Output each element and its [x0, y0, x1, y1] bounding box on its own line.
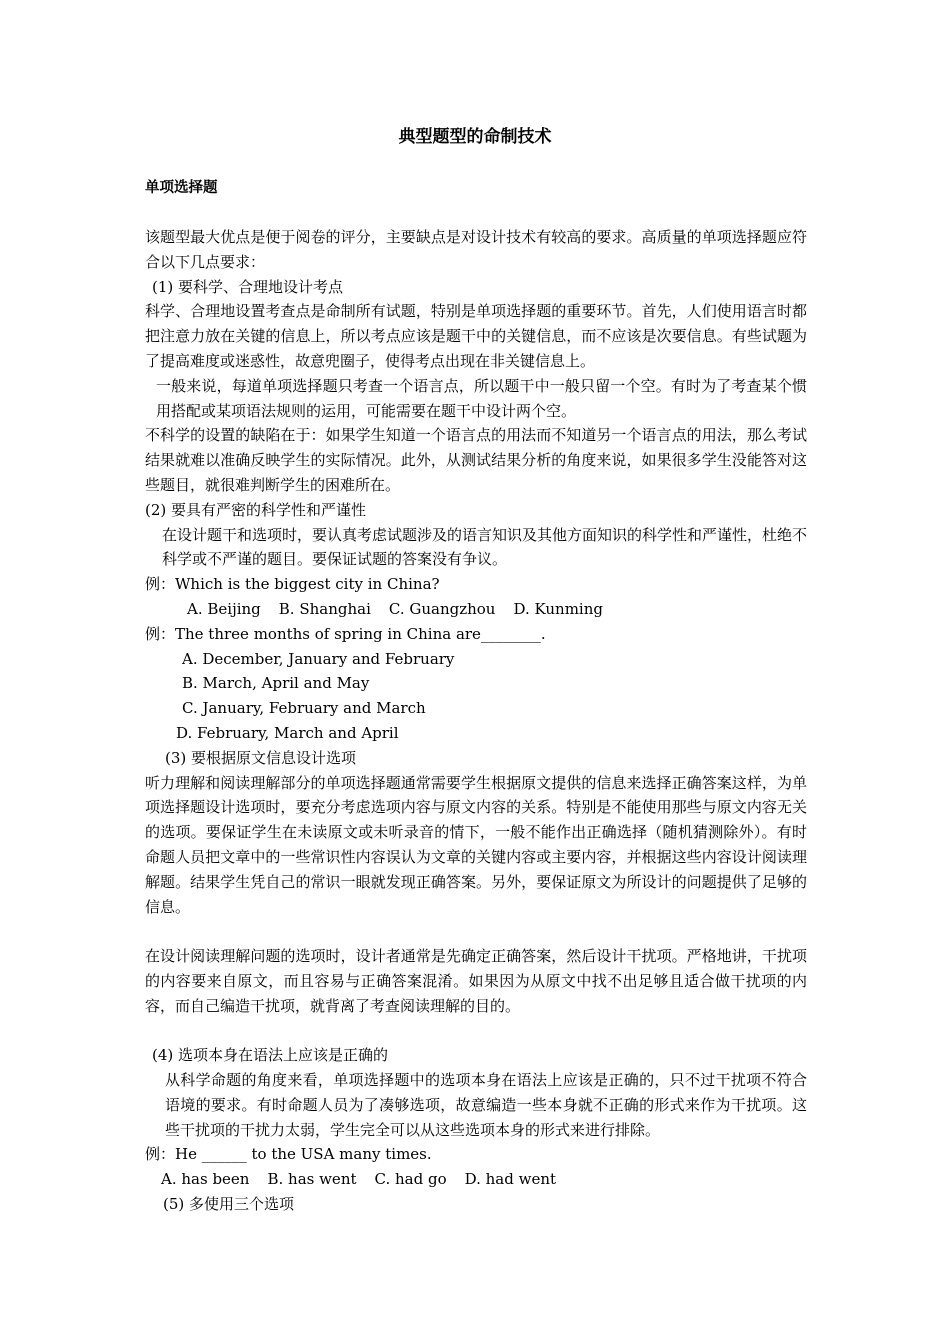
- section-heading: 单项选择题: [145, 180, 218, 196]
- subheading-3: (3) 要根据原文信息设计选项: [165, 748, 357, 767]
- example-2-question: 例：The three months of spring in China are________.: [145, 624, 546, 643]
- example-3-option: B. has went: [267, 1170, 357, 1189]
- paragraph-5: 听力理解和阅读理解部分的单项选择题通常需要学生根据原文提供的信息来选择正确答案这样，为单项选择题设计选项时，要充分考虑选项内容与原文内容的关系。特别是不能使用那些与原文内容无关的选项。要保证学生在未读原文或未听录音的情下，一般不能作出正确选择（随机猜测除外）。有时命题人员把文章中的一些常识性内容误认为文章的关键内容或主要内容，并根据这些内容设计阅读理解题。结果学生凭自己的常识一眼就发现正确答案。另外，要保证原文为所设计的问题提供了足够的信息。: [145, 773, 807, 916]
- example-3-option: D. had went: [464, 1170, 557, 1189]
- example-3-option: A. has been: [161, 1170, 250, 1189]
- subheading-1: (1) 要科学、合理地设计考点: [152, 277, 344, 296]
- paragraph-2: 一般来说，每道单项选择题只考查一个语言点，所以题干中一般只留一个空。有时为了考查某个惯用搭配或某项语法规则的运用，可能需要在题干中设计两个空。: [156, 376, 807, 420]
- example-1-option: B. Shanghai: [278, 599, 371, 618]
- paragraph-intro: 该题型最大优点是便于阅卷的评分，主要缺点是对设计技术有较高的要求。高质量的单项选择题应符合以下几点要求：: [145, 228, 807, 271]
- example-3-question: 例：He ______ to the USA many times.: [145, 1145, 432, 1164]
- blank-line: [145, 1019, 807, 1044]
- example-1-option: D. Kunming: [513, 599, 603, 618]
- example-2-option-c: C. January, February and March: [182, 699, 426, 718]
- example-2-option-b: B. March, April and May: [182, 674, 370, 693]
- subheading-5: (5) 多使用三个选项: [163, 1195, 295, 1214]
- example-2-option-d: D. February, March and April: [176, 723, 399, 742]
- example-1-option: A. Beijing: [187, 599, 261, 618]
- example-3-option: C. had go: [374, 1170, 447, 1189]
- document-body: [145, 225, 807, 1217]
- subheading-2: (2) 要具有严密的科学性和严谨性: [145, 500, 367, 519]
- paragraph-6: 在设计阅读理解问题的选项时，设计者通常是先确定正确答案，然后设计干扰项。严格地讲，干扰项的内容要来自原文，而且容易与正确答案混淆。如果因为从原文中找不出足够且适合做干扰项的内容，而自己编造干扰项，就背离了考查阅读理解的目的。: [145, 947, 807, 1015]
- paragraph-7: 从科学命题的角度来看，单项选择题中的选项本身在语法上应该是正确的，只不过干扰项不符合语境的要求。有时命题人员为了凑够选项，故意编造一些本身就不正确的形式来作为干扰项。这些干扰项的干扰力太弱，学生完全可以从这些选项本身的形式来进行排除。: [165, 1071, 807, 1139]
- paragraph-4: 在设计题干和选项时，要认真考虑试题涉及的语言知识及其他方面知识的科学性和严谨性，杜绝不科学或不严谨的题目。要保证试题的答案没有争议。: [162, 525, 808, 569]
- example-2-option-a: A. December, January and February: [182, 649, 455, 668]
- paragraph-1: 科学、合理地设置考查点是命制所有试题，特别是单项选择题的重要环节。首先，人们使用语言时都把注意力放在关键的信息上，所以考点应该是题干中的关键信息，而不应该是次要信息。有些试题为了提高难度或迷惑性，故意兜圈子，使得考点出现在非关键信息上。: [145, 302, 807, 370]
- paragraph-3: 不科学的设置的缺陷在于：如果学生知道一个语言点的用法而不知道另一个语言点的用法，那么考试结果就难以准确反映学生的实际情况。此外，从测试结果分析的角度来说，如果很多学生没能答对这些题目，就很难判断学生的困难所在。: [145, 426, 807, 494]
- example-1-options: [145, 597, 807, 622]
- example-1-question: 例：Which is the biggest city in China?: [145, 575, 440, 594]
- example-1-option: C. Guangzhou: [388, 599, 496, 618]
- document-title: 典型题型的命制技术: [398, 127, 552, 147]
- subheading-4: (4) 选项本身在语法上应该是正确的: [152, 1046, 389, 1065]
- blank-line: [145, 919, 807, 944]
- example-3-options: [145, 1167, 807, 1192]
